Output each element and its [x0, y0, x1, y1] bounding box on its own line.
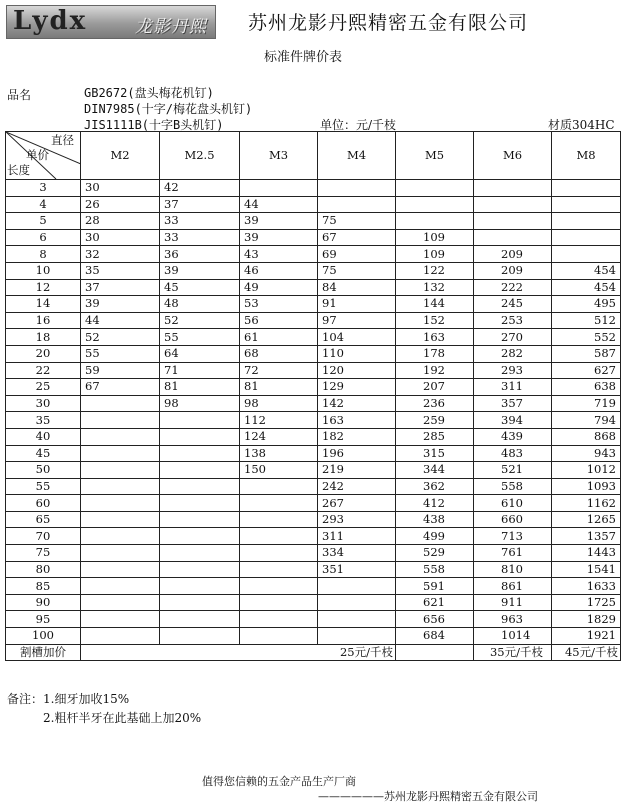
table-row: [6, 262, 621, 279]
price-cell: 196: [318, 445, 396, 462]
table-row: [6, 213, 621, 230]
row-length: 95: [6, 611, 81, 628]
price-cell: [81, 511, 160, 528]
corner-length: 长度: [7, 163, 30, 177]
material-label: 材质304HC: [548, 118, 615, 132]
price-cell: 334: [318, 545, 396, 562]
table-row: [6, 495, 621, 512]
price-cell: 75: [318, 262, 396, 279]
price-cell: [81, 561, 160, 578]
price-cell: 1725: [552, 594, 621, 611]
price-cell: 142: [318, 395, 396, 412]
price-table: [5, 131, 621, 661]
price-cell: 911: [474, 594, 552, 611]
price-cell: 293: [318, 511, 396, 528]
price-cell: [240, 511, 318, 528]
price-cell: 438: [396, 511, 474, 528]
corner-price: 单价: [26, 148, 49, 162]
price-cell: 37: [81, 279, 160, 296]
corner-cell: [6, 132, 81, 180]
product-name-3: JIS1111B(十字B头机钉): [84, 118, 224, 132]
price-cell: 163: [396, 329, 474, 346]
col-header-m4: M4: [318, 132, 396, 180]
price-cell: 558: [474, 478, 552, 495]
price-cell: [160, 528, 240, 545]
logo-brand: Lydx: [13, 6, 88, 36]
price-cell: 129: [318, 379, 396, 396]
price-cell: [81, 395, 160, 412]
price-cell: [318, 628, 396, 645]
price-cell: 53: [240, 296, 318, 313]
slot-surcharge-label: 割槽加价: [6, 644, 81, 661]
price-cell: 1012: [552, 462, 621, 479]
company-name: 苏州龙影丹熙精密五金有限公司: [248, 12, 529, 34]
price-cell: 207: [396, 379, 474, 396]
product-name-1: GB2672(盘头梅花机钉): [84, 86, 214, 100]
price-cell: 499: [396, 528, 474, 545]
slot-surcharge-m2-m5: 25元/千枝: [81, 644, 396, 661]
price-cell: 75: [318, 213, 396, 230]
slot-surcharge-m8: 45元/千枝: [552, 644, 621, 661]
col-header-m2-5: M2.5: [160, 132, 240, 180]
price-cell: 315: [396, 445, 474, 462]
price-cell: 30: [81, 180, 160, 197]
price-cell: 1443: [552, 545, 621, 562]
price-cell: 558: [396, 561, 474, 578]
price-cell: 311: [318, 528, 396, 545]
price-cell: 109: [396, 246, 474, 263]
row-length: 45: [6, 445, 81, 462]
price-cell: [81, 545, 160, 562]
price-cell: 529: [396, 545, 474, 562]
price-cell: 152: [396, 312, 474, 329]
row-length: 65: [6, 511, 81, 528]
price-cell: 42: [160, 180, 240, 197]
col-header-m6: M6: [474, 132, 552, 180]
price-cell: 109: [396, 229, 474, 246]
price-cell: 56: [240, 312, 318, 329]
price-cell: 454: [552, 279, 621, 296]
price-cell: 55: [81, 345, 160, 362]
table-row: [6, 628, 621, 645]
price-cell: 91: [318, 296, 396, 313]
price-cell: 32: [81, 246, 160, 263]
price-cell: 1829: [552, 611, 621, 628]
price-cell: 521: [474, 462, 552, 479]
price-cell: 124: [240, 428, 318, 445]
price-cell: [160, 545, 240, 562]
price-cell: 132: [396, 279, 474, 296]
price-cell: [318, 196, 396, 213]
price-cell: [160, 611, 240, 628]
row-length: 16: [6, 312, 81, 329]
price-cell: 84: [318, 279, 396, 296]
price-cell: [81, 445, 160, 462]
table-row: [6, 545, 621, 562]
price-cell: 627: [552, 362, 621, 379]
notes: [7, 690, 201, 728]
table-row: [6, 445, 621, 462]
price-cell: [81, 495, 160, 512]
price-cell: 68: [240, 345, 318, 362]
price-cell: 138: [240, 445, 318, 462]
table-header-row: [6, 132, 621, 180]
price-cell: [474, 213, 552, 230]
price-cell: [474, 196, 552, 213]
price-cell: 44: [240, 196, 318, 213]
price-cell: [474, 229, 552, 246]
notes-label: 备注：: [7, 692, 44, 706]
price-cell: 351: [318, 561, 396, 578]
table-row: [6, 229, 621, 246]
price-cell: [552, 180, 621, 197]
row-length: 22: [6, 362, 81, 379]
table-row: [6, 478, 621, 495]
price-cell: [240, 528, 318, 545]
price-cell: [318, 594, 396, 611]
price-cell: 37: [160, 196, 240, 213]
price-cell: 868: [552, 428, 621, 445]
price-cell: 1014: [474, 628, 552, 645]
price-cell: 412: [396, 495, 474, 512]
company-logo: [6, 5, 216, 39]
row-length: 5: [6, 213, 81, 230]
price-cell: 512: [552, 312, 621, 329]
price-cell: 656: [396, 611, 474, 628]
price-cell: 59: [81, 362, 160, 379]
table-row: [6, 395, 621, 412]
row-length: 12: [6, 279, 81, 296]
footer-signature: ——————苏州龙影丹熙精密五金有限公司: [318, 790, 538, 803]
row-length: 20: [6, 345, 81, 362]
price-cell: [81, 478, 160, 495]
price-cell: 49: [240, 279, 318, 296]
col-header-m3: M3: [240, 132, 318, 180]
row-length: 18: [6, 329, 81, 346]
price-cell: 1541: [552, 561, 621, 578]
price-cell: [81, 428, 160, 445]
table-row: [6, 379, 621, 396]
price-cell: 30: [81, 229, 160, 246]
slot-surcharge-m6: 35元/千枝: [474, 644, 552, 661]
price-cell: [160, 594, 240, 611]
table-row: [6, 312, 621, 329]
price-cell: 81: [160, 379, 240, 396]
price-cell: [396, 180, 474, 197]
product-name-2: DIN7985(十字/梅花盘头机钉): [84, 102, 253, 116]
price-cell: 120: [318, 362, 396, 379]
price-cell: 192: [396, 362, 474, 379]
price-cell: 52: [81, 329, 160, 346]
price-cell: 45: [160, 279, 240, 296]
price-cell: [552, 213, 621, 230]
row-length: 40: [6, 428, 81, 445]
price-cell: 394: [474, 412, 552, 429]
price-cell: [474, 180, 552, 197]
table-row: [6, 528, 621, 545]
row-length: 25: [6, 379, 81, 396]
row-length: 60: [6, 495, 81, 512]
price-cell: 81: [240, 379, 318, 396]
price-cell: 761: [474, 545, 552, 562]
price-cell: 35: [81, 262, 160, 279]
price-cell: [81, 628, 160, 645]
price-cell: 591: [396, 578, 474, 595]
price-cell: 72: [240, 362, 318, 379]
price-cell: 43: [240, 246, 318, 263]
table-row: [6, 412, 621, 429]
price-cell: 39: [240, 229, 318, 246]
row-length: 100: [6, 628, 81, 645]
price-cell: 719: [552, 395, 621, 412]
price-cell: 293: [474, 362, 552, 379]
row-length: 8: [6, 246, 81, 263]
price-cell: 362: [396, 478, 474, 495]
row-length: 3: [6, 180, 81, 197]
price-cell: 64: [160, 345, 240, 362]
price-cell: 495: [552, 296, 621, 313]
price-cell: [552, 196, 621, 213]
price-cell: 357: [474, 395, 552, 412]
table-row: [6, 561, 621, 578]
price-cell: 1921: [552, 628, 621, 645]
price-cell: 267: [318, 495, 396, 512]
table-row: [6, 362, 621, 379]
price-cell: 44: [81, 312, 160, 329]
price-cell: 610: [474, 495, 552, 512]
price-cell: 242: [318, 478, 396, 495]
slot-surcharge-spacer: [396, 644, 474, 661]
price-cell: 285: [396, 428, 474, 445]
price-cell: 182: [318, 428, 396, 445]
price-cell: [81, 462, 160, 479]
document-title: 标准件牌价表: [264, 50, 343, 65]
price-cell: 439: [474, 428, 552, 445]
table-row: [6, 246, 621, 263]
price-cell: [160, 561, 240, 578]
price-cell: 28: [81, 213, 160, 230]
table-row: [6, 296, 621, 313]
row-length: 80: [6, 561, 81, 578]
col-header-m5: M5: [396, 132, 474, 180]
price-cell: [240, 611, 318, 628]
price-cell: [160, 495, 240, 512]
price-cell: 1093: [552, 478, 621, 495]
price-cell: 122: [396, 262, 474, 279]
price-cell: 1265: [552, 511, 621, 528]
price-cell: 48: [160, 296, 240, 313]
price-cell: 270: [474, 329, 552, 346]
price-cell: 638: [552, 379, 621, 396]
price-cell: 222: [474, 279, 552, 296]
price-cell: 55: [160, 329, 240, 346]
price-cell: 110: [318, 345, 396, 362]
price-cell: 39: [160, 262, 240, 279]
price-cell: 861: [474, 578, 552, 595]
price-cell: 587: [552, 345, 621, 362]
price-cell: 144: [396, 296, 474, 313]
price-cell: [160, 511, 240, 528]
col-header-m2: M2: [81, 132, 160, 180]
price-cell: 713: [474, 528, 552, 545]
price-cell: [160, 412, 240, 429]
price-cell: 163: [318, 412, 396, 429]
table-row: [6, 329, 621, 346]
price-cell: 33: [160, 213, 240, 230]
price-cell: 245: [474, 296, 552, 313]
price-cell: 1357: [552, 528, 621, 545]
price-cell: 311: [474, 379, 552, 396]
price-cell: [160, 478, 240, 495]
price-cell: [240, 495, 318, 512]
price-cell: 943: [552, 445, 621, 462]
row-length: 6: [6, 229, 81, 246]
table-row: [6, 180, 621, 197]
price-cell: [160, 462, 240, 479]
row-length: 70: [6, 528, 81, 545]
unit-label: 单位：元/千枝: [320, 118, 397, 132]
row-length: 55: [6, 478, 81, 495]
row-length: 10: [6, 262, 81, 279]
row-length: 35: [6, 412, 81, 429]
price-cell: 52: [160, 312, 240, 329]
table-row: [6, 428, 621, 445]
price-cell: 454: [552, 262, 621, 279]
price-cell: 98: [240, 395, 318, 412]
price-cell: [160, 578, 240, 595]
price-cell: 660: [474, 511, 552, 528]
col-header-m8: M8: [552, 132, 621, 180]
row-length: 75: [6, 545, 81, 562]
price-cell: [81, 528, 160, 545]
table-row: [6, 279, 621, 296]
price-cell: 219: [318, 462, 396, 479]
price-cell: 209: [474, 262, 552, 279]
row-length: 14: [6, 296, 81, 313]
row-length: 30: [6, 395, 81, 412]
price-cell: 67: [81, 379, 160, 396]
price-cell: 282: [474, 345, 552, 362]
table-row: [6, 511, 621, 528]
table-row: [6, 196, 621, 213]
corner-diameter: 直径: [51, 133, 74, 147]
table-row: [6, 611, 621, 628]
price-cell: 209: [474, 246, 552, 263]
row-length: 50: [6, 462, 81, 479]
product-label: 品名: [7, 88, 32, 102]
price-cell: [240, 180, 318, 197]
price-cell: 67: [318, 229, 396, 246]
price-cell: 104: [318, 329, 396, 346]
price-cell: 69: [318, 246, 396, 263]
price-cell: 46: [240, 262, 318, 279]
price-cell: [240, 478, 318, 495]
price-cell: 621: [396, 594, 474, 611]
price-cell: [396, 213, 474, 230]
slot-surcharge-row: [6, 644, 621, 661]
price-cell: 71: [160, 362, 240, 379]
price-cell: [240, 578, 318, 595]
table-body: [6, 180, 621, 645]
price-cell: [318, 180, 396, 197]
price-cell: [240, 628, 318, 645]
price-cell: 684: [396, 628, 474, 645]
price-cell: [552, 229, 621, 246]
footer-slogan: 值得您信赖的五金产品生产厂商: [202, 775, 356, 788]
price-cell: [81, 594, 160, 611]
row-length: 85: [6, 578, 81, 595]
note-2: 2.粗杆半牙在此基础上加20%: [43, 711, 202, 725]
price-cell: 236: [396, 395, 474, 412]
price-cell: [318, 611, 396, 628]
price-cell: 1162: [552, 495, 621, 512]
price-cell: 112: [240, 412, 318, 429]
price-cell: 36: [160, 246, 240, 263]
price-cell: 963: [474, 611, 552, 628]
price-cell: 810: [474, 561, 552, 578]
price-cell: 483: [474, 445, 552, 462]
price-cell: 61: [240, 329, 318, 346]
price-cell: 253: [474, 312, 552, 329]
price-cell: 26: [81, 196, 160, 213]
price-cell: [81, 412, 160, 429]
price-cell: [160, 628, 240, 645]
note-1: 1.细牙加收15%: [43, 692, 130, 706]
price-cell: 1633: [552, 578, 621, 595]
price-cell: 33: [160, 229, 240, 246]
price-cell: [240, 561, 318, 578]
price-cell: 150: [240, 462, 318, 479]
logo-brand-cn: 龙影丹熙: [135, 17, 207, 37]
price-cell: [81, 578, 160, 595]
price-cell: [318, 578, 396, 595]
price-cell: 97: [318, 312, 396, 329]
price-cell: 39: [240, 213, 318, 230]
price-cell: 259: [396, 412, 474, 429]
price-cell: 39: [81, 296, 160, 313]
price-cell: [160, 445, 240, 462]
row-length: 4: [6, 196, 81, 213]
price-cell: [81, 611, 160, 628]
price-cell: 344: [396, 462, 474, 479]
price-cell: [240, 545, 318, 562]
table-row: [6, 578, 621, 595]
table-row: [6, 345, 621, 362]
price-cell: 794: [552, 412, 621, 429]
table-row: [6, 594, 621, 611]
price-cell: [552, 246, 621, 263]
table-row: [6, 462, 621, 479]
price-cell: [160, 428, 240, 445]
price-cell: 178: [396, 345, 474, 362]
price-cell: [240, 594, 318, 611]
price-cell: 552: [552, 329, 621, 346]
price-cell: [396, 196, 474, 213]
price-cell: 98: [160, 395, 240, 412]
row-length: 90: [6, 594, 81, 611]
